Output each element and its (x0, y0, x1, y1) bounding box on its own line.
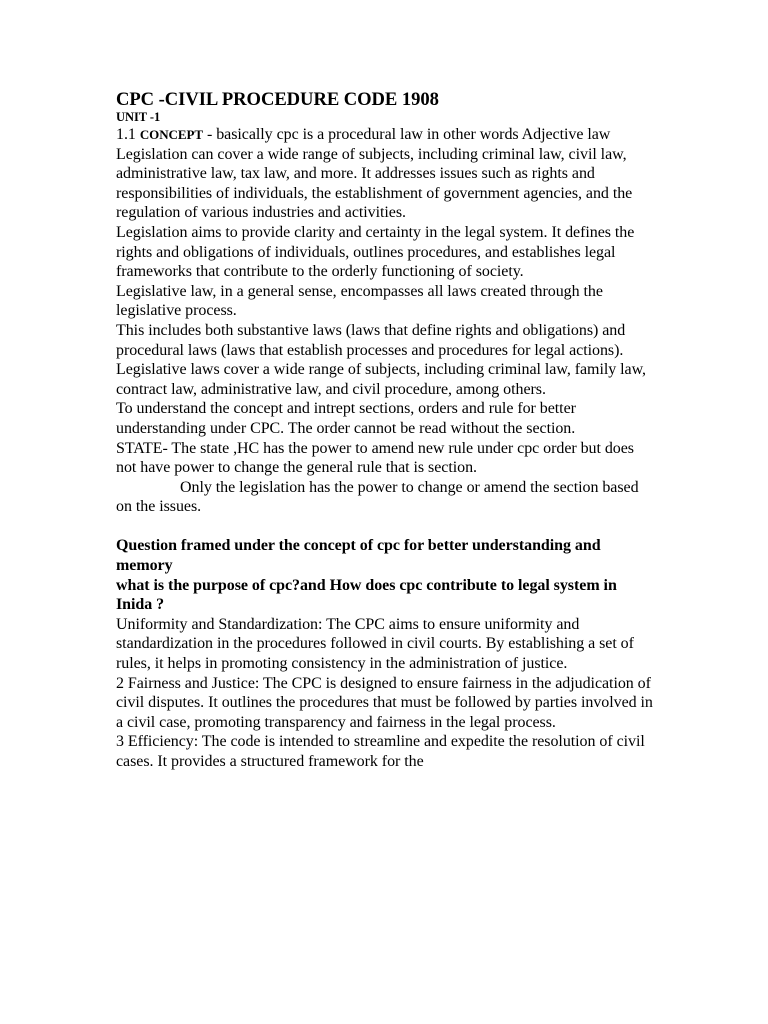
indented-paragraph: Only the legislation has the power to change or amend the section based on the issues. (116, 478, 639, 516)
paragraph: Legislative laws cover a wide range of subjects, including criminal law, family law, contract law, administrative law, and civil procedure, among others. (116, 361, 646, 398)
concept-text: - basically cpc is a procedural law in other words Adjective law (203, 126, 611, 143)
answer-paragraph: 3 Efficiency: The code is intended to streamline and expedite the resolution of civil cases. It provides a structured framework for the (116, 733, 645, 770)
paragraph: This includes both substantive laws (laws that define rights and obligations) and procedural laws (laws that establish processes and procedures for legal actions). (116, 321, 626, 359)
blank-line (116, 517, 656, 537)
concept-number: 1.1 (116, 126, 140, 143)
paragraph: To understand the concept and intrept sections, orders and rule for better understanding under CPC. The order cannot be read without the section. (116, 400, 576, 437)
paragraph: Legislation aims to provide clarity and certainty in the legal system. It defines the rights and obligations of individuals, outlines procedures, and establishes legal frameworks that contribute to the orderly functioning of society. (116, 223, 635, 281)
state-paragraph: STATE- The state ,HC has the power to amend new rule under cpc order but does not have power to change the general rule that is section. (116, 439, 634, 477)
paragraph: Legislation can cover a wide range of subjects, including criminal law, civil law, administrative law, tax law, and more. It addresses issues such as rights and responsibilities of individuals, the establishment of government agencies, and the regulation of various industries and activities. (116, 145, 633, 222)
concept-label: CONCEPT (139, 127, 204, 142)
question-text: what is the purpose of cpc?and How does cpc contribute to legal system in Inida ? (116, 576, 617, 614)
document-title: CPC -CIVIL PROCEDURE CODE 1908 (116, 89, 439, 110)
paragraph: Legislative law, in a general sense, encompasses all laws created through the legislative process. (116, 282, 603, 320)
unit-heading: UNIT -1 (116, 110, 161, 124)
question-heading: Question framed under the concept of cpc for better understanding and memory (116, 537, 601, 575)
answer-paragraph: 2 Fairness and Justice: The CPC is designed to ensure fairness in the adjudication of civil disputes. It outlines the procedures that must be followed by parties involved in a civil case, promoting transparency and fairness in the legal process. (116, 674, 653, 731)
document-body (116, 90, 656, 772)
concept-paragraph (116, 125, 656, 145)
answer-paragraph: Uniformity and Standardization: The CPC aims to ensure uniformity and standardization in the procedures followed in civil courts. By establishing a set of rules, it helps in promoting consistency in the administration of justice. (116, 615, 634, 673)
